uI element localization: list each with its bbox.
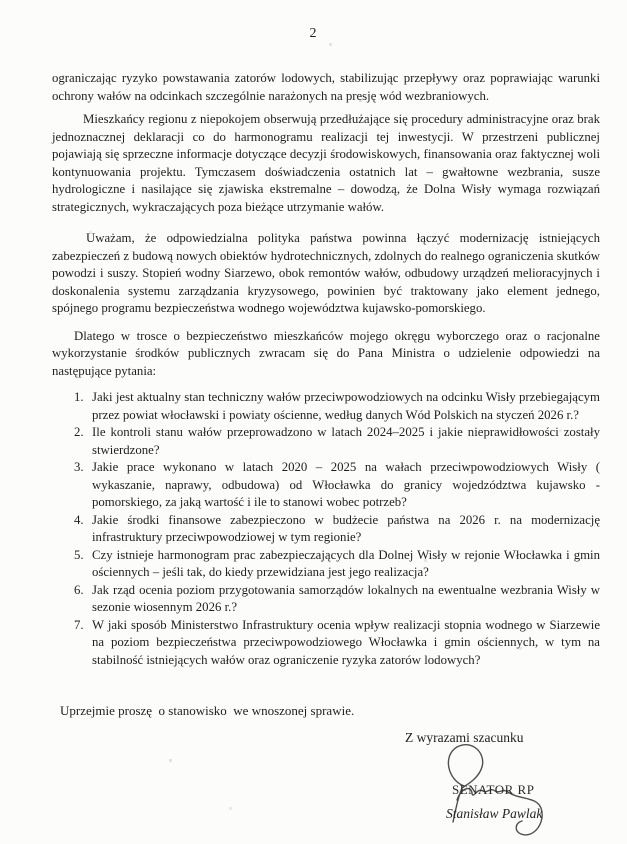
question-text: Jakie prace wykonano w latach 2020 – 2025 na wałach przeciwpowodziowych Wisły ( wykaszanie, naprawy, odbudowa) od Włocławka do granicy wojedzództwa kujawsko - pomorskiego, za jaką wartość i ile to stanowi wobec potrzeb? (92, 460, 600, 509)
question-number: 7. (74, 617, 84, 632)
body-paragraph-2: Mieszkańcy regionu z niepokojem obserwują przedłużające się procedury administracyjne oraz brak jednoznacznej deklaracji co do harmonogramu realizacji tej inwestycji. W przestrzeni publicznej pojawiają się sprzeczne informacje dotyczące decyzji środowiskowych, finansowania oraz faktycznej woli kontynuowania projektu. Tymczasem doświadczenia ostatnich lat – gwałtowne wezbrania, susze hydrologiczne i nasilające się zjawiska ekstremalne – dowodzą, że Dolna Wisły wymaga rozwiązań strategicznych, wykraczających poza bieżące utrzymanie wałów. (52, 112, 600, 214)
question-item-3 (52, 459, 600, 512)
question-item-1 (52, 389, 600, 424)
question-item-7 (52, 617, 600, 670)
page-number: 2 (309, 26, 318, 41)
signature-block (424, 742, 594, 844)
question-item-4 (52, 512, 600, 547)
body-paragraph-1: ograniczając ryzyko powstawania zatorów lodowych, stabilizując przepływy oraz poprawiając warunki ochrony wałów na odcinkach szczególnie narażonych na presję wód wezbraniowych. (52, 71, 600, 103)
question-item-5 (52, 547, 600, 582)
body-paragraph-4: Dlatego w trosce o bezpieczeństwo mieszkańców mojego okręgu wyborczego oraz o racjonalne wykorzystanie środków publicznych zwracam się do Pana Ministra o udzielenie odpowiedzi na następujące pytania: (52, 328, 600, 378)
signer-name: Stanisław Pawlak (446, 806, 543, 821)
question-text: Czy istnieje harmonogram prac zabezpieczających dla Dolnej Wisły w rejonie Włocławka i gmin ościennych – jeśli tak, do kiedy przewidziana jest jego realizacja? (92, 547, 600, 579)
question-number: 4. (74, 512, 84, 527)
signer-title: SENATOR RP (452, 782, 535, 797)
letter-body (52, 70, 600, 669)
question-text: W jaki sposób Ministerstwo Infrastruktury ocenia wpływ realizacji stopnia wodnego w Siarzewie na poziom bezpieczeństwa przeciwpowodziowego Włocławka i gmin ościennych, w tym na stabilność istniejących wałów oraz ograniczenie ryzyka zatorów lodowych? (92, 617, 600, 667)
question-text: Jak rząd ocenia poziom przygotowania samorządów lokalnych na ewentualne wezbrania Wisły w sezonie wiosennym 2026 r.? (92, 582, 600, 614)
questions-list (52, 389, 600, 669)
closing-request: Uprzejmie proszę o stanowisko we wnoszonej sprawie. (60, 703, 355, 718)
question-item-6 (52, 582, 600, 617)
body-paragraph-3: Uważam, że odpowiedzialna polityka państwa powinna łączyć modernizację istniejących zabezpieczeń z budową nowych obiektów hydrotechnicznych, zdolnych do realnego ograniczenia skutków powodzi i suszy. Stopień wodny Siarzewo, obok remontów wałów, odbudowy urządzeń melioracyjnych i doskonalenia systemu zarządzania kryzysowego, powinien być traktowany jako element jednego, spójnego programu bezpieczeństwa wodnego województwa kujawsko-pomorskiego. (52, 231, 600, 315)
question-number: 5. (74, 547, 84, 562)
question-text: Jakie środki finansowe zabezpieczono w budżecie państwa na 2026 r. na modernizację infrastruktury przeciwpowodziowej w tym regionie? (92, 512, 600, 544)
salutation: Z wyrazami szacunku (405, 730, 524, 745)
question-text: Ile kontroli stanu wałów przeprowadzono w latach 2024–2025 i jakie nieprawidłowości zostały stwierdzone? (92, 425, 600, 457)
question-item-2 (52, 424, 600, 459)
scan-noise (0, 0, 1, 1)
question-number: 6. (74, 582, 84, 597)
question-number: 3. (74, 460, 84, 474)
question-number: 1. (74, 390, 84, 404)
question-number: 2. (74, 425, 84, 439)
question-text: Jaki jest aktualny stan techniczny wałów przeciwpowodziowych na odcinku Wisły przebiegającym przez powiat włocławski i powiaty ościenne, według danych Wód Polskich na styczeń 2026 r.? (92, 390, 600, 422)
